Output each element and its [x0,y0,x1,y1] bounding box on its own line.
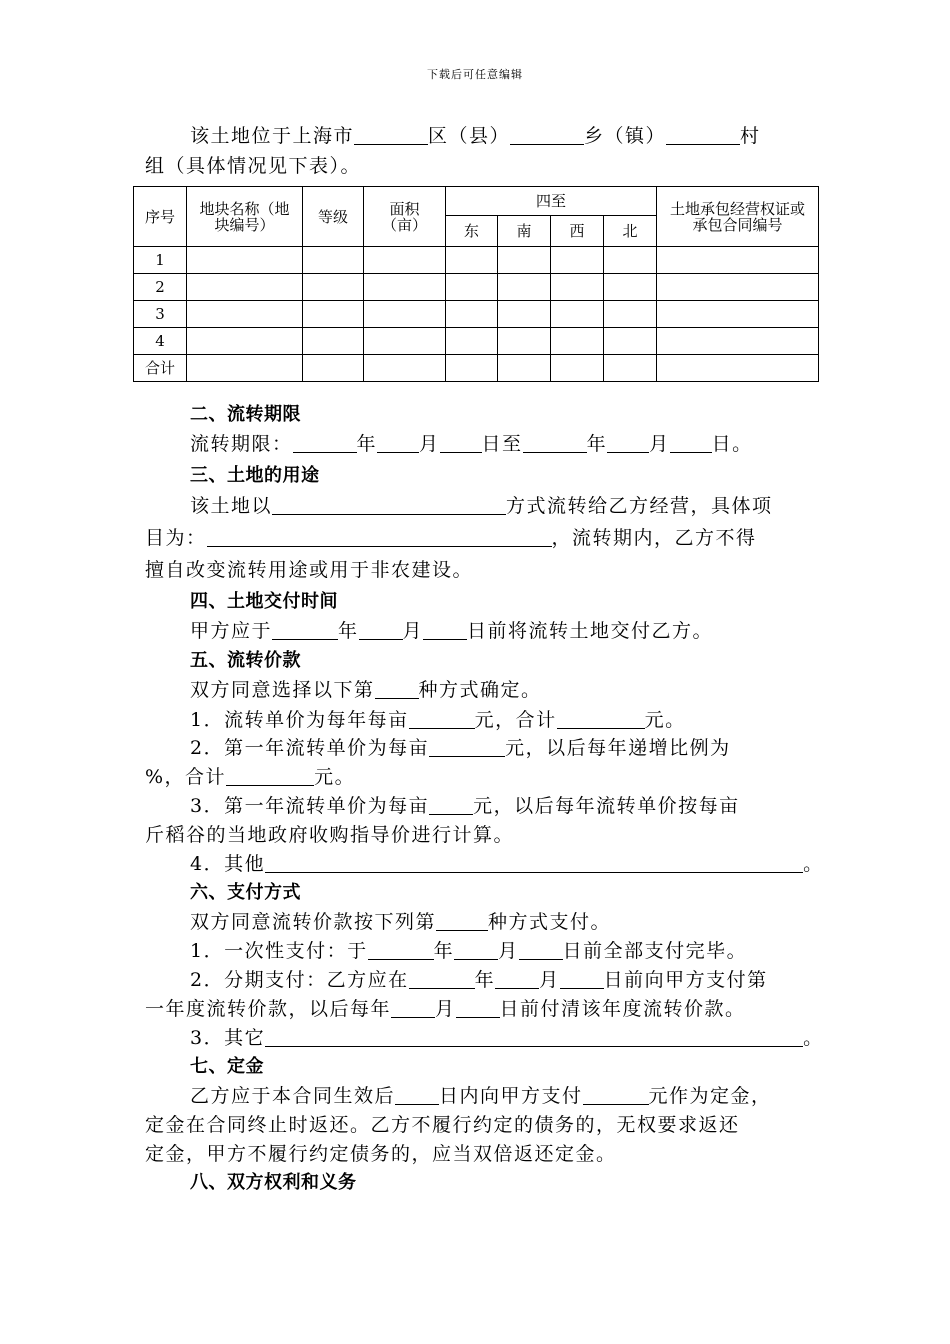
text: 日前全部支付完毕。 [562,940,748,962]
other-payment-blank[interactable] [265,1028,803,1047]
cell-area[interactable] [364,328,446,355]
text-month: 月 [539,969,560,991]
cell-grade[interactable] [303,355,364,382]
text-month: 月 [435,998,456,1020]
cell-area[interactable] [364,247,446,274]
intro-line-1 [190,124,830,148]
cell-north[interactable] [604,328,657,355]
pay-year-blank[interactable] [368,941,434,960]
section-3-line-3: 擅自改变流转用途或用于非农建设。 [145,559,474,581]
header-north: 北 [604,216,657,247]
cell-certificate[interactable] [657,274,819,301]
cell-plot[interactable] [187,355,303,382]
cell-grade[interactable] [303,247,364,274]
header-certificate: 土地承包经营权证或承包合同编号 [657,187,819,247]
text: 3．第一年流转单价为每亩 [190,795,430,817]
cell-south[interactable] [498,328,551,355]
text: 元。 [644,709,686,731]
row-serial: 2 [134,274,187,301]
header-area: 面积（亩） [364,187,446,247]
text: 。 [803,853,824,875]
section-3-line-1 [190,494,830,518]
cell-grade[interactable] [303,274,364,301]
price-option-blank[interactable] [375,680,419,699]
start-month-blank[interactable] [377,434,419,453]
cell-certificate[interactable] [657,328,819,355]
township-blank[interactable] [510,126,584,145]
deposit-amount-blank[interactable] [583,1086,649,1105]
cell-east[interactable] [446,301,498,328]
cell-south[interactable] [498,247,551,274]
cell-grade[interactable] [303,328,364,355]
section-3-title: 三、土地的用途 [190,465,320,486]
section-5-option-3b: 斤稻谷的当地政府收购指导价进行计算。 [145,824,515,846]
section-7-line-1 [190,1084,830,1108]
text: 2．分期支付：乙方应在 [190,969,409,991]
header-plot-name: 地块名称（地块编号） [187,187,303,247]
cell-plot[interactable] [187,301,303,328]
row-total-label: 合计 [134,355,187,382]
text: 日前付清该年度流转价款。 [499,998,746,1020]
cell-west[interactable] [551,355,604,382]
cell-certificate[interactable] [657,247,819,274]
text-month: 月 [498,940,519,962]
text: 1．一次性支付：于 [190,940,368,962]
cell-east[interactable] [446,328,498,355]
header-south: 南 [498,216,551,247]
delivery-year-blank[interactable] [272,621,338,640]
cell-west[interactable] [551,328,604,355]
cell-south[interactable] [498,355,551,382]
text: 甲方应于 [190,620,273,642]
village-blank[interactable] [666,126,740,145]
cell-south[interactable] [498,301,551,328]
district-blank[interactable] [354,126,428,145]
cell-north[interactable] [604,301,657,328]
unit-price-blank[interactable] [409,710,475,729]
table-row-total [134,355,819,382]
end-day-blank[interactable] [670,434,712,453]
section-7-line-2: 定金在合同终止时返还。乙方不履行约定的债务的，无权要求返还 [145,1114,740,1136]
text: 日前将流转土地交付乙方。 [467,620,714,642]
cell-south[interactable] [498,274,551,301]
total-blank[interactable] [226,767,314,786]
cell-area[interactable] [364,274,446,301]
cell-area[interactable] [364,355,446,382]
table-row [134,301,819,328]
text-year: 年 [586,433,608,455]
text: 方式流转给乙方经营，具体项 [506,495,773,517]
term-label: 流转期限： [190,433,293,455]
transfer-method-blank[interactable] [272,496,506,515]
text: 一年度流转价款，以后每年 [145,998,392,1020]
section-7-line-3: 定金，甲方不履行约定债务的，应当双倍返还定金。 [145,1143,617,1165]
text: 元，以后每年流转单价按每亩 [473,795,740,817]
text-year: 年 [338,620,359,642]
section-6-line-0 [190,910,830,934]
start-day-blank[interactable] [440,434,482,453]
end-month-blank[interactable] [607,434,649,453]
text: %，合计 [145,766,227,788]
text: 日前向甲方支付第 [603,969,768,991]
text: 元，以后每年递增比例为 [505,737,731,759]
section-5-option-2b [145,765,825,789]
payment-option-blank[interactable] [436,912,488,931]
page-header-note: 下载后可任意编辑 [427,68,523,81]
section-5-line-0 [190,678,830,702]
header-grade: 等级 [303,187,364,247]
section-5-option-3a [190,794,830,818]
text: 1．流转单价为每年每亩 [190,709,409,731]
section-4-line [190,619,830,643]
installment-day-blank[interactable] [560,970,604,989]
cell-north[interactable] [604,247,657,274]
total-blank[interactable] [557,710,645,729]
text: 4．其他 [190,853,266,875]
cell-area[interactable] [364,301,446,328]
first-year-price-blank[interactable] [429,738,505,757]
text: 种方式支付。 [488,911,612,933]
land-plot-table [133,186,819,382]
text: 该土地以 [190,495,273,517]
text: ，流转期内，乙方不得 [551,527,757,549]
section-5-title: 五、流转价款 [190,650,301,671]
section-5-option-2a [190,736,830,760]
text: 元，合计 [474,709,557,731]
deposit-days-blank[interactable] [395,1086,439,1105]
section-6-option-2b [145,997,825,1021]
pay-day-blank[interactable] [519,941,563,960]
text: 2．第一年流转单价为每亩 [190,737,430,759]
table-row [134,274,819,301]
text: 目为： [145,527,207,549]
cell-west[interactable] [551,247,604,274]
row-serial: 4 [134,328,187,355]
section-5-option-1 [190,708,830,732]
text: 日内向甲方支付 [439,1085,583,1107]
cell-plot[interactable] [187,274,303,301]
start-year-blank[interactable] [293,434,357,453]
annual-day-blank[interactable] [456,999,500,1018]
intro-text-village: 村 [740,125,761,147]
text: 。 [803,1027,824,1049]
text-year: 年 [356,433,378,455]
pay-month-blank[interactable] [454,941,498,960]
installment-month-blank[interactable] [495,970,539,989]
text-day: 日。 [711,433,753,455]
intro-text-district: 区（县） [428,125,511,147]
intro-line-2: 组（具体情况见下表）。 [145,155,362,177]
end-year-blank[interactable] [523,434,587,453]
row-serial: 1 [134,247,187,274]
cell-north[interactable] [604,355,657,382]
first-year-price-blank[interactable] [429,796,473,815]
text-day-to: 日至 [481,433,523,455]
cell-certificate[interactable] [657,355,819,382]
delivery-day-blank[interactable] [423,621,467,640]
section-2-line [190,432,830,456]
cell-west[interactable] [551,301,604,328]
intro-text-city: 该土地位于上海市 [190,125,355,147]
text: 元作为定金， [648,1085,772,1107]
text: 双方同意流转价款按下列第 [190,911,437,933]
project-blank[interactable] [207,528,552,547]
header-boundaries: 四至 [446,187,657,216]
text: 元。 [314,766,356,788]
section-6-option-3 [190,1026,830,1050]
annual-month-blank[interactable] [391,999,435,1018]
delivery-month-blank[interactable] [359,621,403,640]
text: 种方式确定。 [418,679,542,701]
text-month: 月 [649,433,670,455]
section-4-title: 四、土地交付时间 [190,591,338,612]
cell-plot[interactable] [187,328,303,355]
header-serial: 序号 [134,187,187,247]
text-year: 年 [474,969,496,991]
text: 乙方应于本合同生效后 [190,1085,396,1107]
cell-east[interactable] [446,355,498,382]
table-row [134,328,819,355]
other-method-blank[interactable] [265,854,803,873]
row-serial: 3 [134,301,187,328]
cell-west[interactable] [551,274,604,301]
section-7-title: 七、定金 [190,1056,264,1077]
cell-east[interactable] [446,274,498,301]
installment-year-blank[interactable] [409,970,475,989]
header-west: 西 [551,216,604,247]
cell-grade[interactable] [303,301,364,328]
section-8-title: 八、双方权利和义务 [190,1172,357,1193]
intro-text-township: 乡（镇） [584,125,667,147]
cell-east[interactable] [446,247,498,274]
text-month: 月 [402,620,424,642]
section-5-option-4 [190,852,830,876]
cell-north[interactable] [604,274,657,301]
text: 双方同意选择以下第 [190,679,375,701]
header-east: 东 [446,216,498,247]
cell-certificate[interactable] [657,301,819,328]
text-month: 月 [419,433,440,455]
table-row [134,247,819,274]
cell-plot[interactable] [187,247,303,274]
text-year: 年 [433,940,455,962]
section-3-line-2 [145,526,825,550]
section-6-option-1 [190,939,830,963]
section-6-option-2a [190,968,830,992]
section-2-title: 二、流转期限 [190,404,301,425]
text: 3．其它 [190,1027,266,1049]
section-6-title: 六、支付方式 [190,882,301,903]
